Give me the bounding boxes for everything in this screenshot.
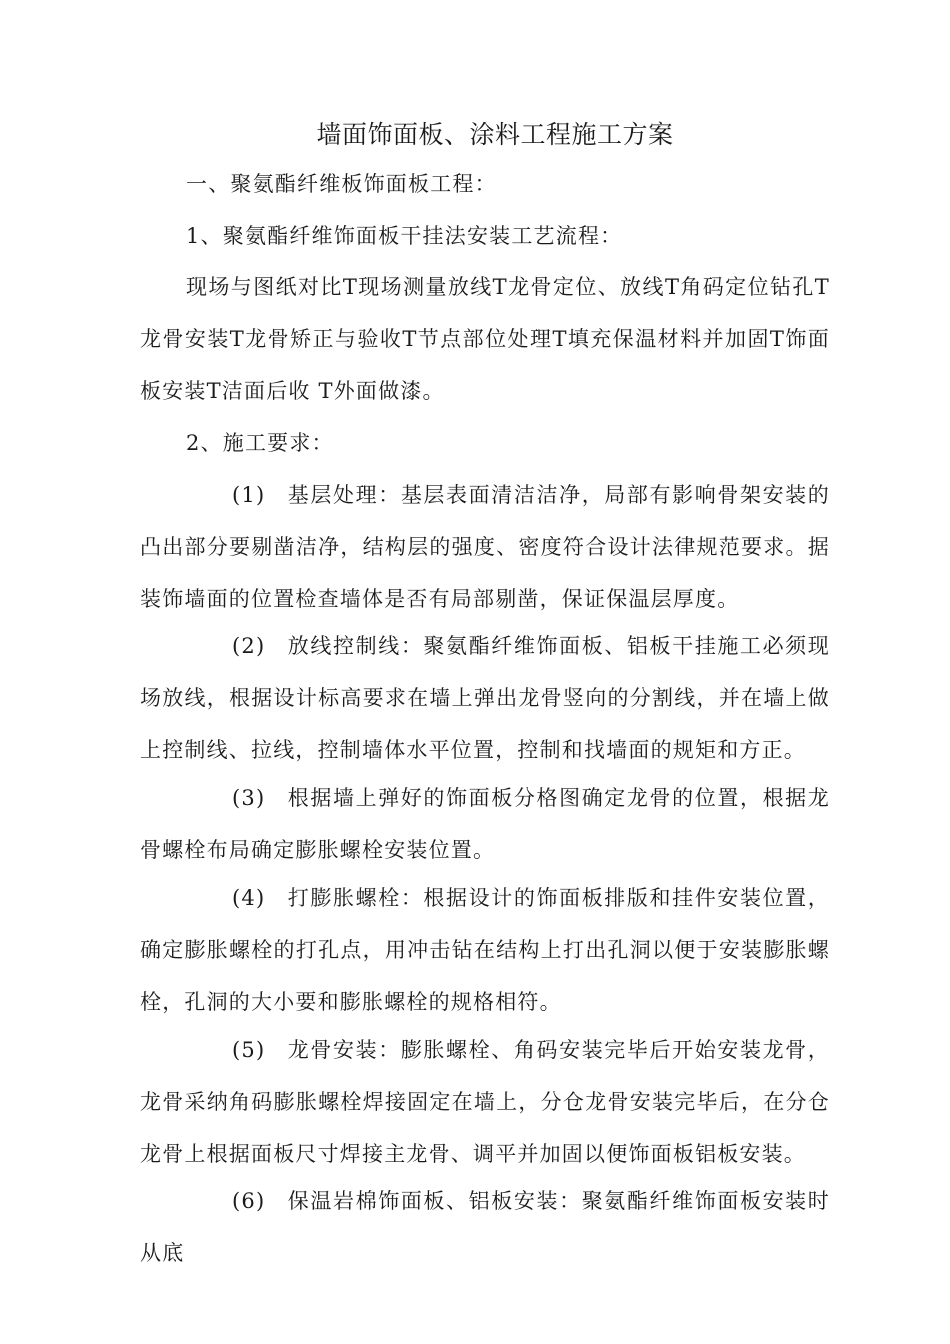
item-number: (1) — [232, 483, 266, 507]
item-text: 龙骨安装：膨胀螺栓、角码安装完毕后开始安装龙骨，龙骨采纳角码膨胀螺栓焊接固定在墙上，分仓龙骨安装完毕后，在分仓龙骨上根据面板尺寸焊接主龙骨、调平并加固以便饰面板铝板安装。 — [140, 1038, 830, 1166]
item-number: (2) — [232, 634, 266, 658]
item-text: 基层处理：基层表面清洁洁净，局部有影响骨架安装的凸出部分要剔凿洁净，结构层的强度、密度符合设计法律规范要求。据装饰墙面的位置检查墙体是否有局部剔凿，保证保温层厚度。 — [140, 483, 830, 611]
requirement-item — [140, 1175, 830, 1279]
requirement-item — [140, 469, 830, 625]
requirement-item — [140, 872, 830, 1028]
requirement-item — [140, 620, 830, 776]
requirement-item — [140, 1024, 830, 1180]
document-title: 墙面饰面板、涂料工程施工方案 — [316, 120, 674, 149]
item-text: 打膨胀螺栓：根据设计的饰面板排版和挂件安装位置，确定膨胀螺栓的打孔点，用冲击钻在结构上打出孔洞以便于安装膨胀螺栓，孔洞的大小要和膨胀螺栓的规格相符。 — [140, 886, 830, 1014]
item-number: (5) — [232, 1038, 266, 1062]
subsection-heading: 2、施工要求： — [186, 431, 334, 455]
item-text: 保温岩棉饰面板、铝板安装：聚氨酯纤维饰面板安装时从底 — [140, 1189, 830, 1265]
subsection-heading: 1、聚氨酯纤维饰面板干挂法安装工艺流程： — [186, 224, 623, 248]
item-number: (6) — [232, 1189, 266, 1213]
item-number: (3) — [232, 786, 266, 810]
section-heading: 一、聚氨酯纤维板饰面板工程： — [186, 172, 497, 196]
item-text: 根据墙上弹好的饰面板分格图确定龙骨的位置，根据龙骨螺栓布局确定膨胀螺栓安装位置。 — [140, 786, 830, 862]
item-text: 放线控制线：聚氨酯纤维饰面板、铝板干挂施工必须现场放线，根据设计标高要求在墙上弹出龙骨竖向的分割线，并在墙上做上控制线、拉线，控制墙体水平位置，控制和找墙面的规矩和方正。 — [140, 634, 830, 762]
item-number: (4) — [232, 886, 266, 910]
process-flow-paragraph: 现场与图纸对比T现场测量放线T龙骨定位、放线T角码定位钻孔T龙骨安装T龙骨矫正与验收T节点部位处理T填充保温材料并加固T饰面板安装T洁面后收 T外面做漆。 — [140, 275, 830, 403]
requirement-item — [140, 772, 830, 876]
